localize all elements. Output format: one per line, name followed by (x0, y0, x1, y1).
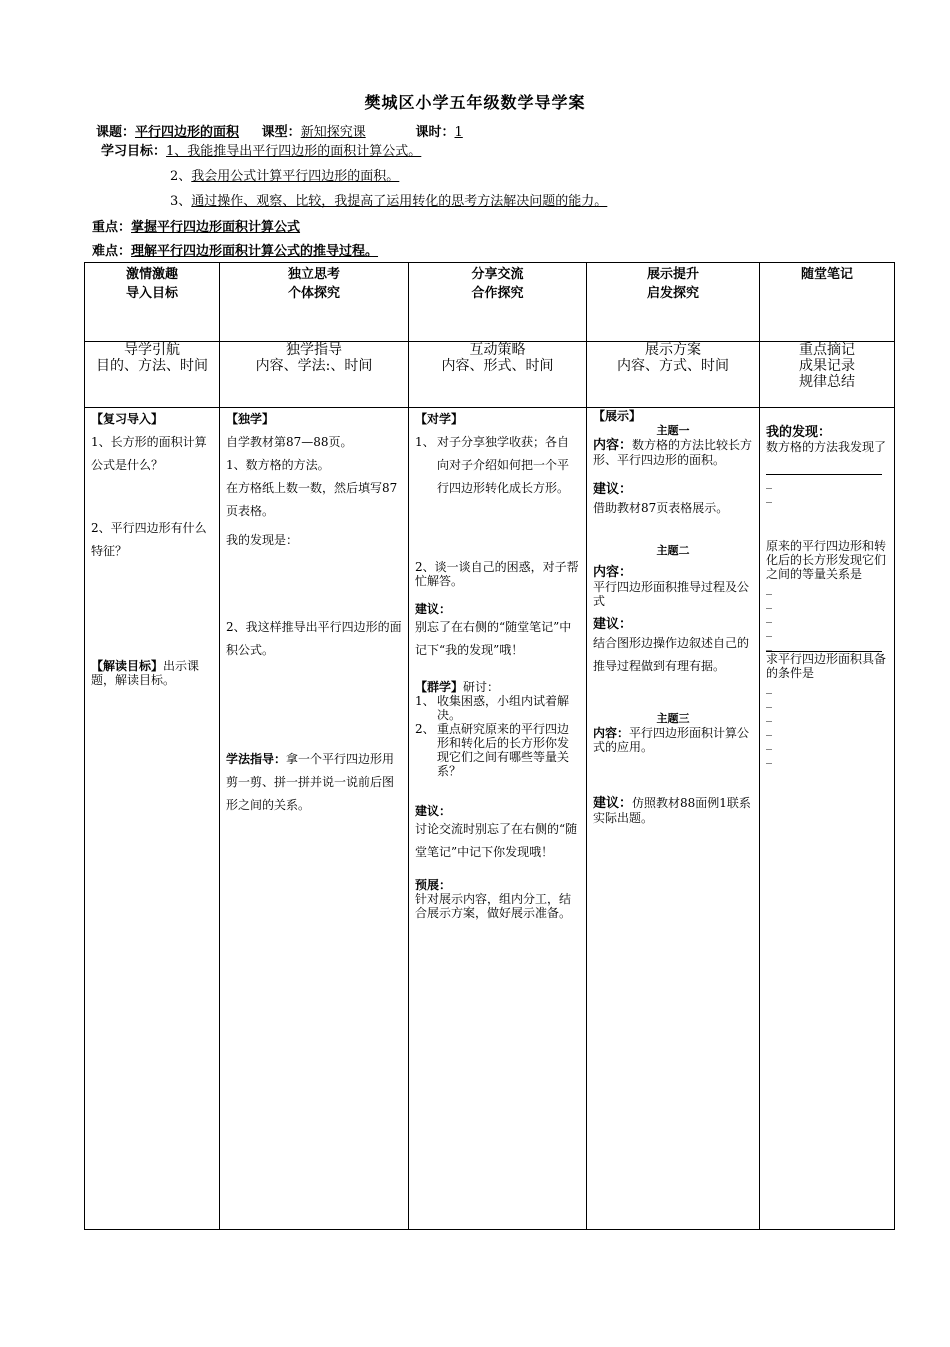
col1-s1: 导学引航 (124, 342, 180, 358)
topic-label: 课题： (96, 125, 136, 140)
group-g2: 重点研究原来的平行四边形和转化后的长方形你发现它们之间有哪些等量关系？ (437, 722, 570, 778)
col3-s1: 互动策略 (469, 342, 526, 358)
type-label: 课型： (261, 125, 301, 140)
find-text: 数方格的方法我发现了 (766, 440, 887, 454)
preview-text: 针对展示内容，组内分工，结合展示方案，做好展示准备。 (415, 892, 572, 920)
theme-3-sug-label: 建议： (593, 796, 633, 811)
hours-value: 1 (454, 125, 463, 140)
dash: _ (766, 637, 882, 652)
orig-text: 原来的平行四边形和转化后的长方形发现它们之间的等量关系是 (766, 539, 887, 581)
difficult-label: 难点： (92, 244, 132, 259)
theme-3-content: 平行四边形面积计算公式的应用。 (593, 726, 750, 754)
find-label: 我的发现： (766, 425, 832, 440)
group-head: 【群学】 (415, 680, 464, 694)
col3-h2: 合作探究 (471, 286, 524, 301)
dash: _ (766, 475, 772, 489)
header-row (85, 263, 895, 342)
type-value: 新知探究课 (300, 125, 366, 140)
subheader-row (85, 342, 895, 408)
col2-s2: 内容、学法:、时间 (255, 358, 373, 374)
key-point-line (92, 216, 300, 235)
theme-1: 主题一 (656, 424, 690, 437)
show-head: 【展示】 (593, 409, 642, 423)
col4-s1: 展示方案 (645, 342, 701, 358)
col-header-5 (760, 263, 895, 342)
pair-item2: 2、谈一谈自己的困惑，对子帮忙解答。 (415, 560, 579, 588)
key-label: 重点： (92, 220, 132, 235)
col5-s3: 规律总结 (799, 374, 855, 390)
col2-h1: 独立思考 (287, 267, 340, 282)
review-q1: 1、长方形的面积计算公式是什么？ (91, 435, 207, 472)
col2-s1: 独学指导 (286, 342, 342, 358)
dash: _ (766, 595, 772, 609)
col5-s2: 成果记录 (799, 358, 855, 374)
method-label: 学法指导： (226, 752, 287, 766)
goal-3: 通过操作、观察、比较，我提高了运用转化的思考方法解决问题的能力。 (191, 194, 608, 209)
goal-2-line (170, 165, 399, 184)
difficult-value: 理解平行四边形面积计算公式的推导过程。 (131, 244, 379, 259)
goal-2: 我会用公式计算平行四边形的面积。 (191, 169, 400, 184)
col4-body (587, 408, 760, 1230)
goals-line (101, 140, 421, 159)
review-head: 【复习导入】 (91, 412, 164, 426)
topic-line (96, 121, 463, 140)
col4-h2: 启发探究 (646, 286, 699, 301)
goal-2-num: 2、 (170, 169, 192, 184)
col5-s1: 重点摘记 (799, 342, 855, 358)
dash: _ (766, 722, 772, 736)
self-study-l2: 1、数方格的方法。 (226, 458, 330, 472)
group-g1-num: 1、 (415, 694, 435, 708)
goal-3-num: 3、 (170, 194, 192, 209)
col-header-1 (85, 263, 220, 342)
self-study-l4: 我的发现是： (226, 533, 299, 547)
col-header-3 (409, 263, 587, 342)
self-study-l3: 在方格纸上数一数，然后填写87页表格。 (226, 481, 398, 518)
theme-3-content-label: 内容： (593, 726, 630, 740)
difficult-point-line (92, 240, 378, 259)
dash: _ (766, 609, 772, 623)
theme-2-content: 平行四边形面积推导过程及公式 (593, 580, 750, 608)
group-sug-label: 建议： (415, 804, 452, 818)
theme-2-sug: 结合图形边操作边叙述自己的推导过程做到有理有据。 (593, 636, 750, 673)
goal-text: 出示课题，解读目标。 (91, 659, 200, 687)
review-q2: 2、平行四边形有什么特征？ (91, 521, 207, 558)
theme-2-content-label: 内容： (593, 565, 633, 580)
group-g1: 收集困惑，小组内试着解决。 (437, 694, 570, 722)
dash: _ (766, 581, 772, 595)
theme-3-sug: 仿照教材88面例1联系实际出题。 (593, 796, 751, 825)
goal-1: 1、我能推导出平行四边形的面积计算公式。 (166, 144, 422, 159)
col-header-4 (587, 263, 760, 342)
pair-head: 【对学】 (415, 412, 464, 426)
theme-2: 主题二 (656, 544, 690, 557)
col-sub-1 (85, 342, 220, 408)
col1-s2: 目的、方法、时间 (96, 358, 208, 374)
group-sug: 讨论交流时别忘了在右侧的“随堂笔记”中记下你发现哦！ (415, 822, 578, 859)
theme-1-content: 数方格的方法比较长方形、平行四边形的面积。 (593, 438, 753, 467)
content-row (85, 408, 895, 1230)
self-study-head: 【独学】 (226, 412, 275, 426)
theme-1-content-label: 内容： (593, 438, 633, 453)
col-sub-3 (409, 342, 587, 408)
dash: _ (766, 750, 772, 764)
dash: _ (766, 736, 772, 750)
lesson-table (84, 262, 895, 1230)
col2-h2: 个体探究 (287, 286, 340, 301)
dash: _ (766, 489, 772, 503)
pair-item1: 对子分享独学收获；各自向对子介绍如何把一个平行四边形转化成长方形。 (437, 435, 570, 495)
col5-body (760, 408, 895, 1230)
col2-body (220, 408, 409, 1230)
theme-3: 主题三 (656, 712, 690, 725)
find-blank-line (766, 454, 882, 475)
hours-label: 课时： (415, 125, 455, 140)
dash: _ (766, 708, 772, 722)
theme-1-sug-label: 建议： (593, 482, 633, 497)
pair-sug: 别忘了在右侧的“随堂笔记”中记下“我的发现”哦！ (415, 620, 572, 657)
goals-label: 学习目标： (101, 144, 167, 159)
group-tail: 研讨： (463, 680, 500, 694)
col-sub-5 (760, 342, 895, 408)
col1-body (85, 408, 220, 1230)
dash: _ (766, 694, 772, 708)
pair-sug-label: 建议： (415, 602, 452, 616)
theme-1-sug: 借助教材87页表格展示。 (593, 501, 729, 515)
goal-3-line (170, 190, 607, 209)
topic-value: 平行四边形的面积 (135, 125, 240, 140)
col1-h1: 激情激趣 (125, 267, 178, 282)
preview-label: 预展： (415, 878, 452, 892)
col3-s2: 内容、形式、时间 (441, 358, 554, 374)
pair-item1-num: 1、 (415, 435, 435, 449)
self-study-l1: 自学教材第87—88页。 (226, 435, 353, 449)
theme-2-sug-label: 建议： (593, 617, 633, 632)
col-header-2 (220, 263, 409, 342)
self-study-l5: 2、我这样推导出平行四边形的面积公式。 (226, 620, 402, 657)
goal-head: 【解读目标】 (91, 659, 164, 673)
col3-body (409, 408, 587, 1230)
method-text: 拿一个平行四边形用剪一剪、拼一拼并说一说前后图形之间的关系。 (226, 752, 395, 812)
col-sub-2 (220, 342, 409, 408)
dash: _ (766, 680, 772, 694)
col4-h1: 展示提升 (646, 267, 699, 282)
col4-s2: 内容、方式、时间 (617, 358, 729, 374)
col-sub-4 (587, 342, 760, 408)
col1-h2: 导入目标 (125, 286, 178, 301)
col3-h1: 分享交流 (471, 267, 524, 282)
page-title: 樊城区小学五年级数学导学案 (364, 93, 586, 112)
dash: _ (766, 623, 772, 637)
group-g2-num: 2、 (415, 722, 435, 736)
col5-h1: 随堂笔记 (800, 267, 853, 282)
key-value: 掌握平行四边形面积计算公式 (131, 220, 301, 235)
cond-text: 求平行四边形面积具备的条件是 (766, 652, 887, 680)
